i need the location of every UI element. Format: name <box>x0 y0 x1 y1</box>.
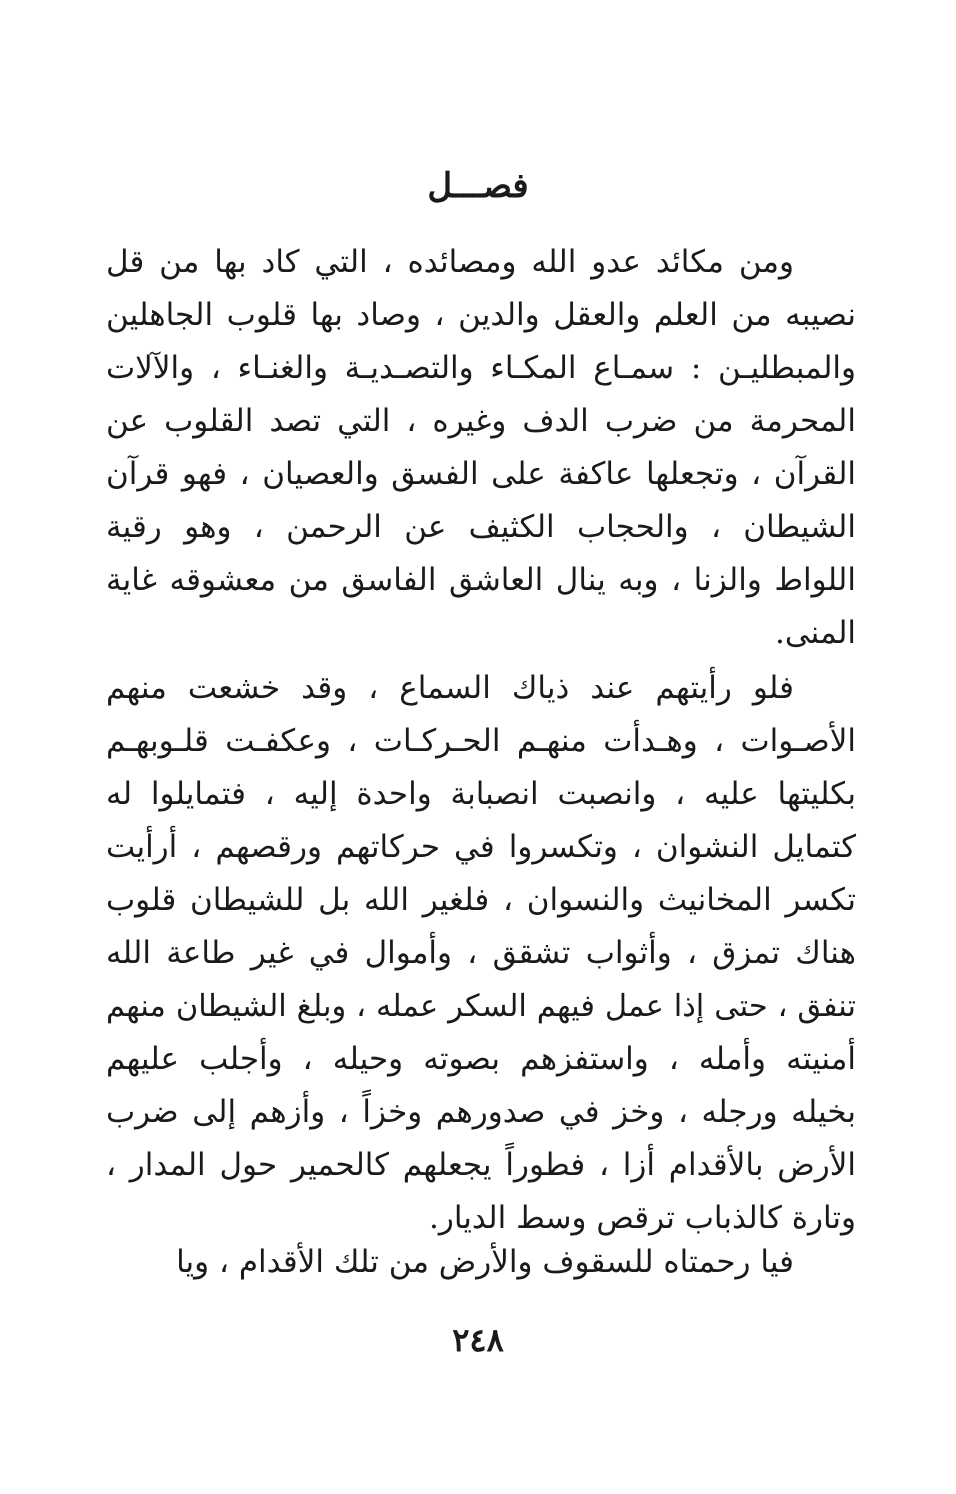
paragraph-line: المنى. <box>774 615 856 651</box>
paragraph-line: وتارة كالذباب ترقص وسط الديار. <box>429 1200 856 1236</box>
paragraph-line: تنفق ، حتى إذا عمل فيهم السكر عمله ، وبلغ الشيطان منهم <box>106 989 856 1024</box>
paragraph-line: بخيله ورجله ، وخز في صدورهم وخزاً ، وأزهم إلى ضرب <box>106 1094 856 1130</box>
page-number: ٢٤٨ <box>452 1321 504 1359</box>
paragraph-2 <box>106 662 856 1245</box>
paragraph-line: الأرض بالأقدام أزا ، فطوراً يجعلهم كالحمير حول المدار ، <box>106 1147 856 1183</box>
paragraph-line: تكسر المخانيث والنسوان ، فلغير الله بل للشيطان قلوب <box>106 882 856 918</box>
paragraph-3 <box>106 1236 856 1289</box>
paragraph-line: الأصـوات ، وهـدأت منهـم الحـركـات ، وعكفـت قلـوبهـم <box>106 723 856 759</box>
paragraph-1 <box>106 236 856 660</box>
section-heading: فصـــل <box>427 166 529 206</box>
paragraph-line: الشيطان ، والحجاب الكثيف عن الرحمن ، وهو رقية <box>106 509 856 545</box>
paragraph-line: فيا رحمتاه للسقوف والأرض من تلك الأقدام ، ويا <box>176 1244 794 1280</box>
paragraph-line: اللواط والزنا ، وبه ينال العاشق الفاسق من معشوقه غاية <box>106 562 856 598</box>
paragraph-line: المحرمة من ضرب الدف وغيره ، التي تصد القلوب عن <box>106 403 856 439</box>
paragraph-line: ومن مكائد عدو الله ومصائده ، التي كاد بها من قل <box>106 244 794 280</box>
paragraph-line: هناك تمزق ، وأثواب تشقق ، وأموال في غير طاعة الله <box>106 935 856 971</box>
paragraph-line: أمنيته وأمله ، واستفزهم بصوته وحيله ، وأجلب عليهم <box>106 1041 856 1077</box>
paragraph-line: كتمايل النشوان ، وتكسروا في حركاتهم ورقصهم ، أرأيت <box>106 829 856 865</box>
paragraph-line: القرآن ، وتجعلها عاكفة على الفسق والعصيان ، فهو قرآن <box>106 456 856 492</box>
paragraph-line: فلو رأيتهم عند ذياك السماع ، وقد خشعت منهم <box>106 670 794 706</box>
paragraph-line: نصيبه من العلم والعقل والدين ، وصاد بها قلوب الجاهلين <box>106 297 856 333</box>
paragraph-line: والمبطليـن : سمـاع المكـاء والتصـديـة والغنـاء ، والآلات <box>106 350 856 386</box>
paragraph-line: بكليتها عليه ، وانصبت انصبابة واحدة إليه ، فتمايلوا له <box>106 776 856 812</box>
